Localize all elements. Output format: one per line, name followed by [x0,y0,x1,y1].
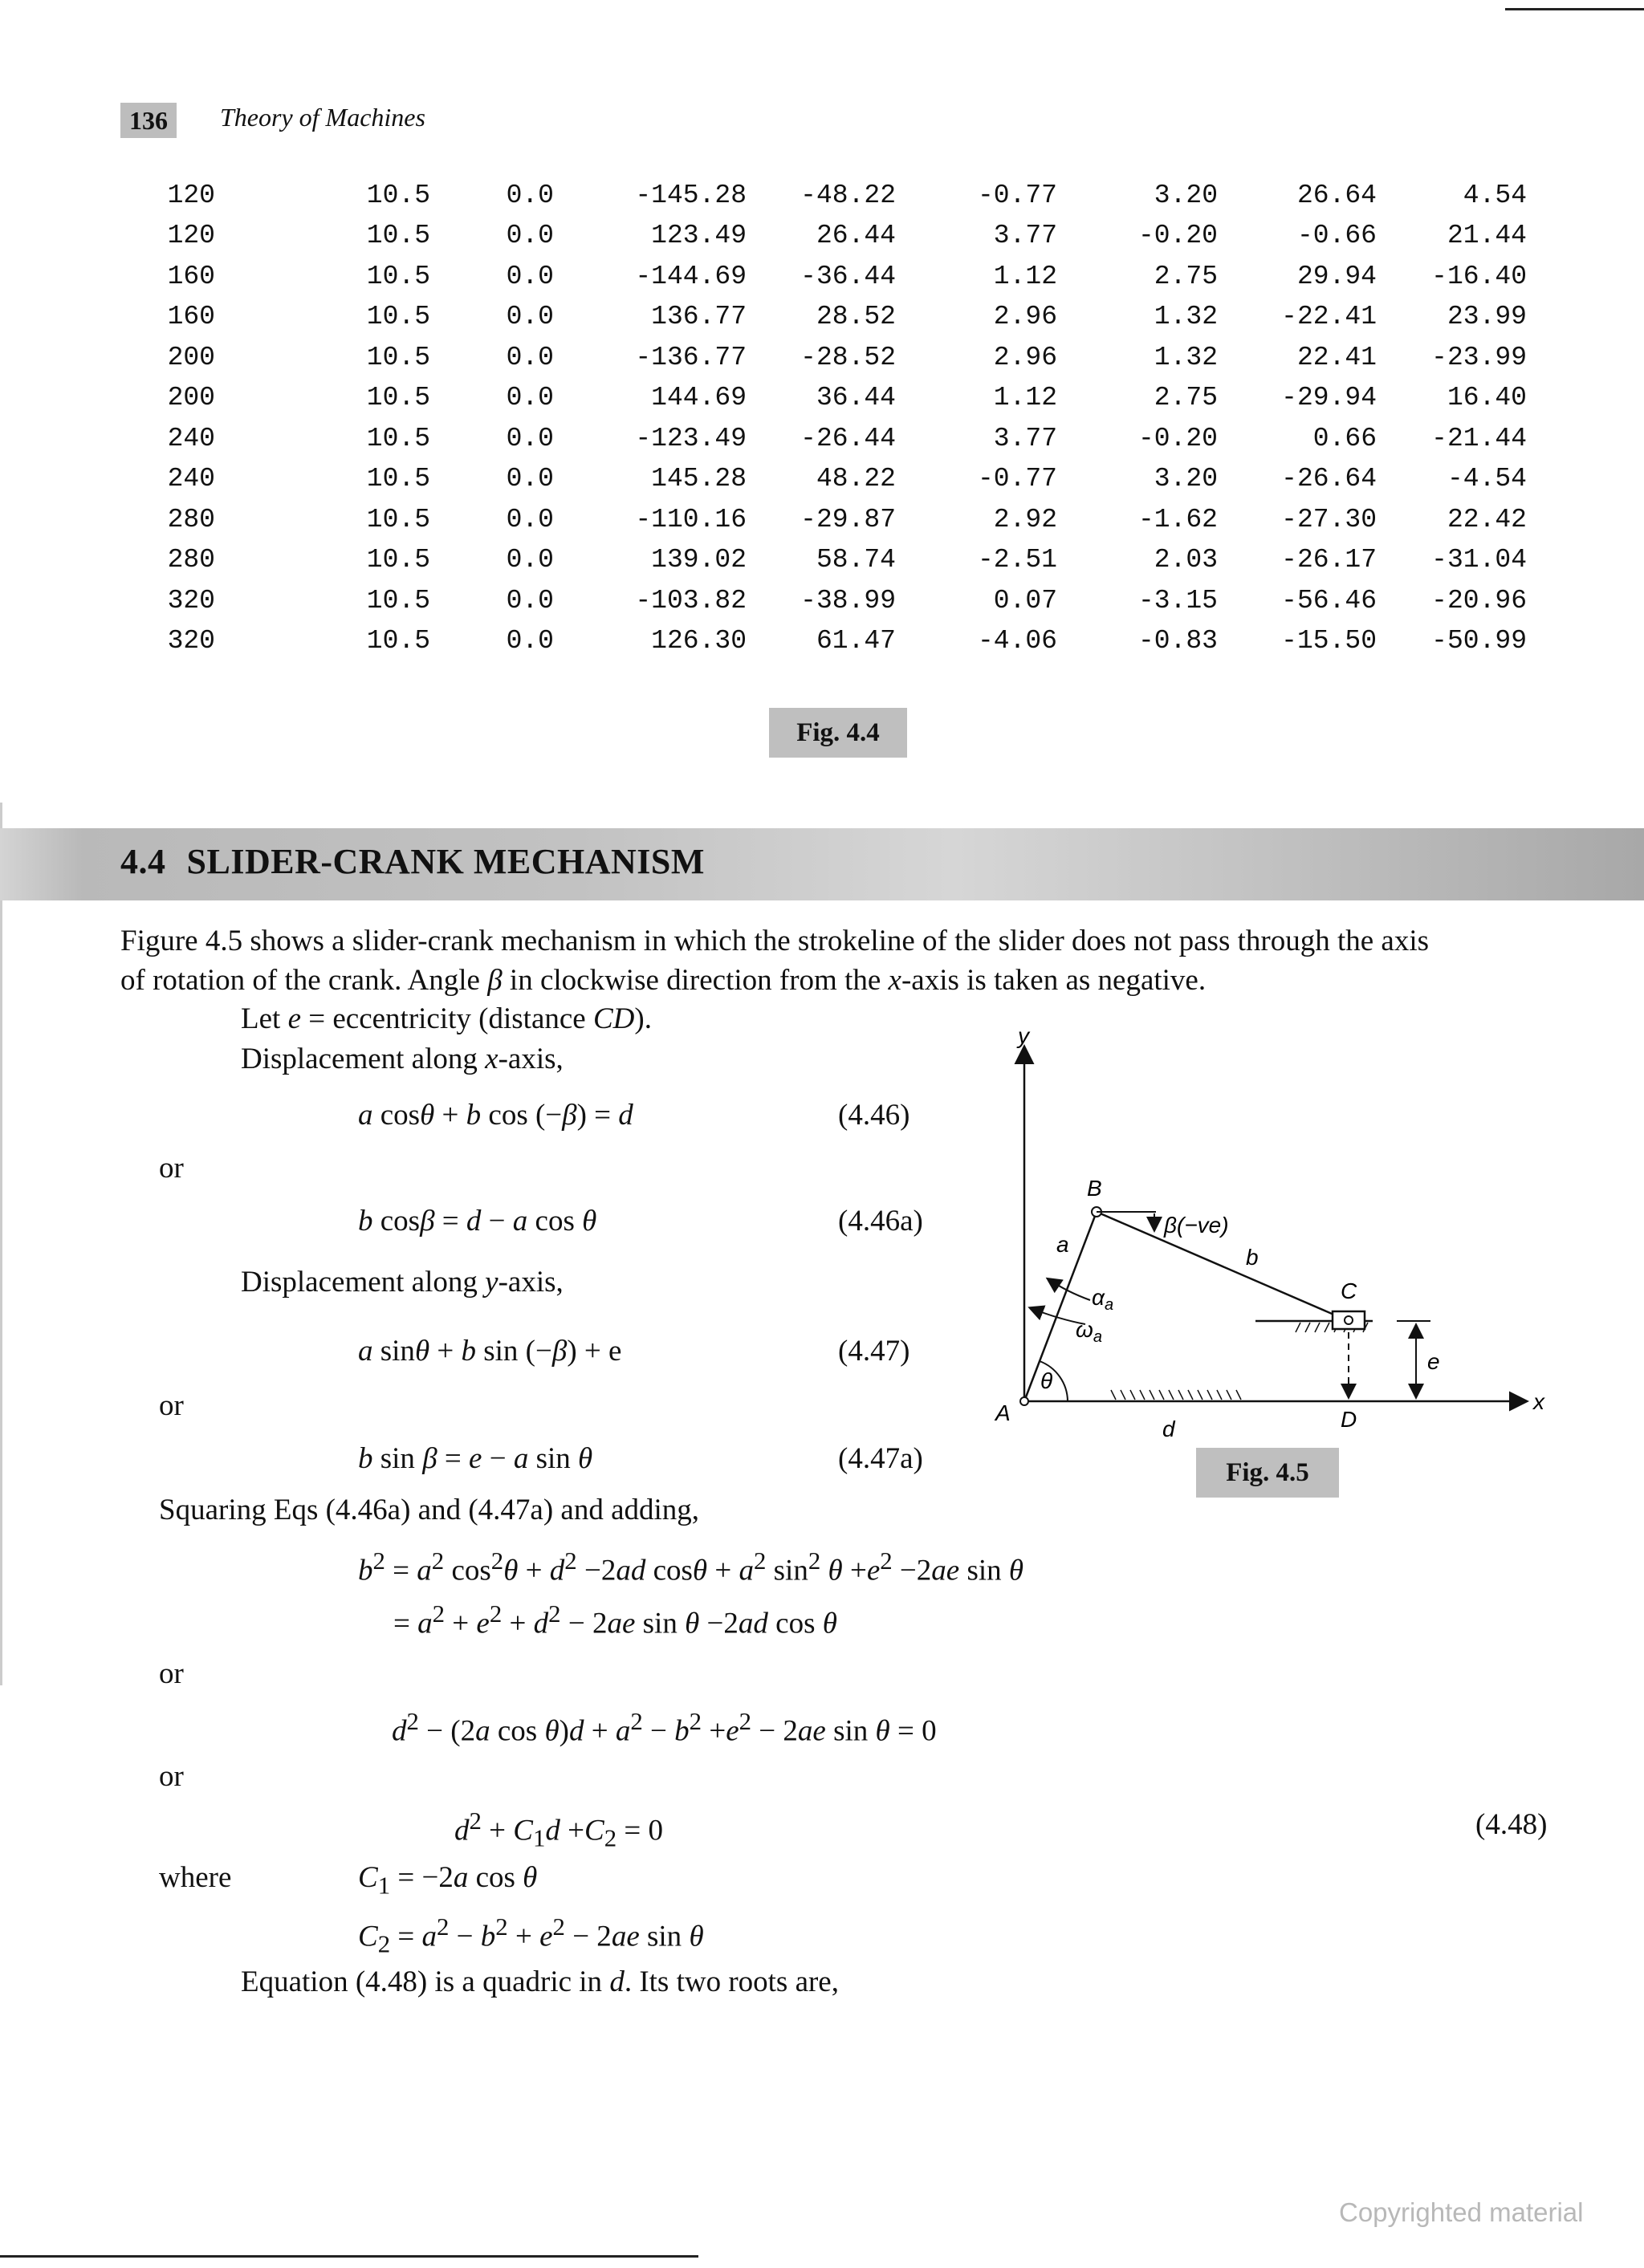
table-cell: -38.99 [800,585,896,616]
table-cell: 0.0 [506,423,554,453]
label-e: e [1427,1349,1440,1374]
table-cell: -20.96 [1431,585,1527,616]
table-cell: 0.0 [506,464,554,494]
table-cell: 139.02 [651,545,747,575]
or-label: or [159,1389,184,1422]
table-cell: 36.44 [816,383,896,413]
table-cell: -36.44 [800,261,896,291]
table-cell: 10.5 [366,504,430,534]
table-cell: 1.32 [1154,302,1218,332]
table-cell: 0.0 [506,504,554,534]
table-cell: 3.77 [993,221,1057,251]
equation-number-4-48: (4.48) [1475,1808,1548,1841]
table-cell: -110.16 [635,504,747,534]
label-a-link: a [1056,1232,1069,1257]
label-a-point: A [995,1400,1011,1425]
table-cell: -29.94 [1281,383,1377,413]
or-label: or [159,1152,184,1185]
table-cell: -29.87 [800,504,896,534]
table-cell: 0.0 [506,302,554,332]
label-x: x [1533,1389,1544,1414]
equation-number-4-47: (4.47) [838,1335,910,1368]
table-cell: 0.07 [993,585,1057,616]
table-cell: 3.20 [1154,180,1218,210]
table-cell: 2.75 [1154,261,1218,291]
table-cell: 240 [167,464,215,494]
table-cell: 16.40 [1447,383,1527,413]
joint-c [1345,1316,1353,1324]
table-cell: -28.52 [800,342,896,372]
equation-4-46a: b cosβ = d − a cos θ [358,1205,597,1238]
let-e-line: Let e = eccentricity (distance CD). [241,1002,652,1035]
table-cell: 10.5 [366,180,430,210]
label-omega: $\omega_a$ [1076,1317,1102,1346]
table-cell: -145.28 [635,180,747,210]
table-cell: 3.20 [1154,464,1218,494]
book-title: Theory of Machines [220,103,425,132]
table-cell: -50.99 [1431,626,1527,656]
table-cell: 136.77 [651,302,747,332]
table-cell: 10.5 [366,545,430,575]
table-cell: 26.64 [1296,180,1377,210]
table-cell: -16.40 [1431,261,1527,291]
copyright-watermark: Copyrighted material [1339,2197,1584,2227]
intro-line-2: of rotation of the crank. Angle β in clockwise direction from the x-axis is taken as negative. [120,964,1207,997]
section-number: 4.4 [120,842,166,881]
table-cell: 0.0 [506,585,554,616]
equation-number-4-46a: (4.46a) [838,1205,923,1238]
figure-caption-4-4: Fig. 4.4 [769,708,907,758]
table-cell: -103.82 [635,585,747,616]
table-cell: -31.04 [1431,545,1527,575]
table-cell: 0.66 [1312,423,1377,453]
table-cell: 280 [167,545,215,575]
c2-definition: $C_2 = a^2 - b^2 + e^2 - 2ae$ sin θ [358,1913,704,1958]
table-cell: -136.77 [635,342,747,372]
table-cell: -0.83 [1137,626,1218,656]
equation-4-47: a sinθ + b sin (−β) + e [358,1335,622,1368]
table-cell: -21.44 [1431,423,1527,453]
table-cell: -0.66 [1296,221,1377,251]
table-cell: -22.41 [1281,302,1377,332]
table-cell: 22.41 [1296,342,1377,372]
table-cell: -123.49 [635,423,747,453]
table-cell: 240 [167,423,215,453]
table-cell: 280 [167,504,215,534]
table-cell: 120 [167,180,215,210]
table-cell: -3.15 [1137,585,1218,616]
table-cell: 200 [167,342,215,372]
table-cell: 10.5 [366,302,430,332]
table-cell: 0.0 [506,180,554,210]
page-number: 136 [120,103,177,138]
label-beta: β(−ve) [1164,1213,1229,1238]
or-label: or [159,1657,184,1690]
table-cell: 26.44 [816,221,896,251]
table-cell: 4.54 [1463,180,1527,210]
table-cell: -48.22 [800,180,896,210]
table-cell: 0.0 [506,261,554,291]
table-cell: -0.20 [1137,221,1218,251]
table-cell: 21.44 [1447,221,1527,251]
table-cell: 145.28 [651,464,747,494]
table-cell: 1.12 [993,383,1057,413]
equation-4-48: $d^2 + C_1d +C_2 = 0$ [454,1807,664,1852]
quadric-line: Equation (4.48) is a quadric in d. Its two roots are, [241,1965,839,1998]
equation-4-47a: b sin β = e − a sin θ [358,1442,593,1475]
table-cell: 0.0 [506,342,554,372]
table-cell: 2.75 [1154,383,1218,413]
table-cell: 10.5 [366,342,430,372]
table-cell: 320 [167,626,215,656]
table-cell: -0.20 [1137,423,1218,453]
table-cell: 320 [167,585,215,616]
table-cell: -15.50 [1281,626,1377,656]
table-cell: -2.51 [977,545,1057,575]
table-cell: 29.94 [1296,261,1377,291]
table-cell: 48.22 [816,464,896,494]
table-cell: 144.69 [651,383,747,413]
table-cell: -4.54 [1447,464,1527,494]
table-cell: 2.96 [993,302,1057,332]
table-cell: -26.17 [1281,545,1377,575]
table-cell: 10.5 [366,626,430,656]
table-cell: 1.32 [1154,342,1218,372]
label-theta: θ [1040,1368,1053,1393]
table-cell: 28.52 [816,302,896,332]
table-cell: 10.5 [366,585,430,616]
displacement-y-line: Displacement along y-axis, [241,1266,564,1299]
table-cell: 126.30 [651,626,747,656]
table-cell: 10.5 [366,383,430,413]
table-cell: -26.64 [1281,464,1377,494]
table-cell: -1.62 [1137,504,1218,534]
table-cell: 1.12 [993,261,1057,291]
table-cell: 0.0 [506,221,554,251]
label-b-link: b [1246,1245,1259,1270]
equation-number-4-47a: (4.47a) [838,1442,923,1475]
label-b-point: B [1087,1176,1102,1201]
table-cell: -0.77 [977,180,1057,210]
table-cell: 123.49 [651,221,747,251]
label-y: y [1018,1023,1029,1048]
displacement-x-line: Displacement along x-axis, [241,1043,564,1075]
expanded-equation-line-1: $b^2 = a^2$ $\cos^2\theta + d^2 -2ad$ $\cos\theta + a^2$ $\sin^2 \theta +e^2 -2ae$ sin θ [358,1547,1024,1587]
table-cell: 120 [167,221,215,251]
label-c-point: C [1341,1278,1357,1303]
table-cell: -4.06 [977,626,1057,656]
table-cell: -26.44 [800,423,896,453]
table-cell: -23.99 [1431,342,1527,372]
figure-caption-4-5: Fig. 4.5 [1196,1448,1339,1498]
intro-line-1: Figure 4.5 shows a slider-crank mechanism in which the strokeline of the slider does not pass through the axis [120,925,1430,957]
table-cell: 2.96 [993,342,1057,372]
table-cell: 3.77 [993,423,1057,453]
label-d: d [1162,1416,1175,1441]
table-cell: 160 [167,302,215,332]
table-cell: 10.5 [366,464,430,494]
equation-4-46: a cosθ + b cos (−β) = d [358,1099,633,1132]
table-cell: 10.5 [366,261,430,291]
table-cell: 0.0 [506,626,554,656]
table-cell: 10.5 [366,221,430,251]
table-cell: -27.30 [1281,504,1377,534]
equation-number-4-46: (4.46) [838,1099,910,1132]
table-cell: 58.74 [816,545,896,575]
table-cell: -56.46 [1281,585,1377,616]
table-cell: 200 [167,383,215,413]
squaring-line: Squaring Eqs (4.46a) and (4.47a) and adding, [159,1494,700,1526]
or-label: or [159,1760,184,1793]
d-hatching [1111,1390,1241,1400]
joint-a [1020,1397,1028,1405]
table-cell: -0.77 [977,464,1057,494]
table-cell: 22.42 [1447,504,1527,534]
table-cell: -144.69 [635,261,747,291]
table-cell: 61.47 [816,626,896,656]
table-cell: 2.03 [1154,545,1218,575]
table-cell: 10.5 [366,423,430,453]
where-label: where [159,1861,232,1894]
label-d-point: D [1341,1407,1357,1432]
quadratic-equation: $d^2 - (2a$ $\cos \theta)d + a^2 - b^2 +e^2 - 2ae$ sin θ = 0 [392,1708,937,1748]
label-alpha: $\alpha_a$ [1092,1285,1114,1314]
c1-definition: $C_1 = -2a$ cos θ [358,1861,538,1900]
table-cell: 23.99 [1447,302,1527,332]
expanded-equation-line-2: = $a^2 + e^2 + d^2 - 2ae$ sin θ −2ad cos θ [393,1600,837,1640]
section-title: SLIDER-CRANK MECHANISM [186,842,705,881]
table-cell: 160 [167,261,215,291]
table-cell: 0.0 [506,545,554,575]
table-cell: 0.0 [506,383,554,413]
table-cell: 2.92 [993,504,1057,534]
